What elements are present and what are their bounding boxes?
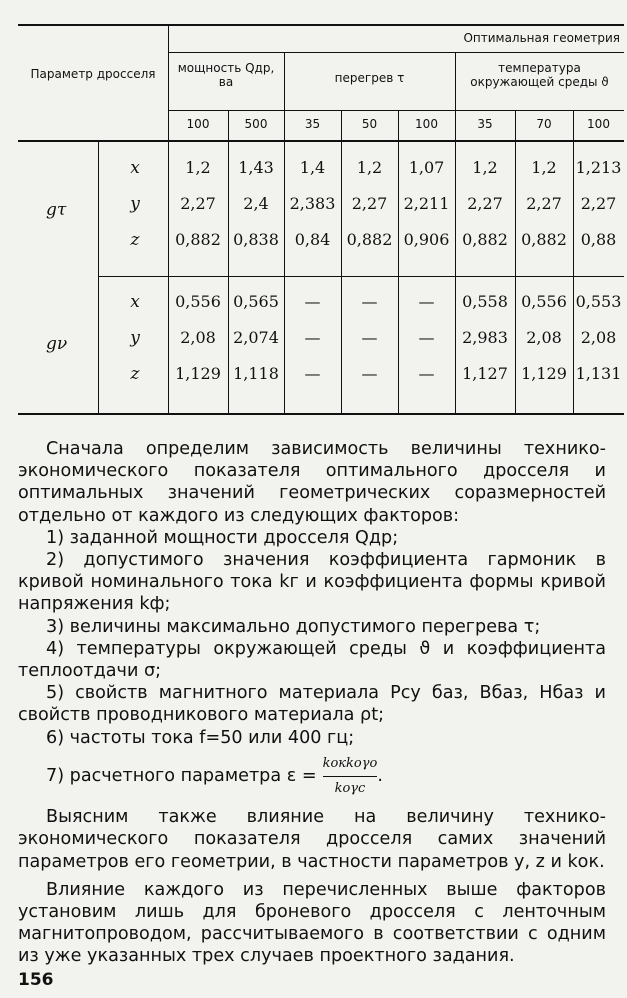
table-cell: 0,882 <box>521 230 567 249</box>
table-cell: 1,07 <box>408 158 445 177</box>
table-cell: 1,118 <box>233 364 279 383</box>
list-item: 1) заданной мощности дросселя Qдр; <box>46 527 399 548</box>
table-cell: 1,43 <box>238 158 274 177</box>
table-cell: 1,2 <box>356 158 383 177</box>
col-header: 500 <box>244 117 268 131</box>
table-cell: 0,565 <box>233 292 279 311</box>
header-rule-2 <box>168 110 624 111</box>
col-group-overheat: перегрев τ <box>334 71 405 85</box>
col-header: 35 <box>477 117 493 131</box>
table-cell: — <box>361 328 378 347</box>
table-cell: 1,2 <box>185 158 211 177</box>
col-group-power: мощность Qдр, ва <box>177 61 275 89</box>
formula-end: . <box>377 766 383 787</box>
col-group-temperature: температура окружающей среды ϑ <box>470 61 609 89</box>
col-header: 100 <box>415 117 438 131</box>
table-cell: — <box>304 328 321 347</box>
table-cell: 1,129 <box>175 364 221 383</box>
row-variable: y <box>130 328 140 348</box>
group-divider-rule <box>98 276 624 277</box>
data-table <box>18 24 624 416</box>
group-header: Оптимальная геометрия <box>463 31 620 45</box>
table-cell: 0,558 <box>462 292 508 311</box>
table-cell: 2,27 <box>580 194 617 213</box>
table-cell: — <box>361 292 378 311</box>
vrule-param <box>168 24 169 414</box>
table-cell: 0,882 <box>346 230 393 249</box>
table-cell: 2,983 <box>462 328 508 347</box>
table-cell: 0,882 <box>462 230 508 249</box>
table-cell: 1,2 <box>531 158 557 177</box>
table-cell: 0,838 <box>233 230 279 249</box>
table-cell: — <box>418 328 435 347</box>
table-cell: 0,556 <box>521 292 567 311</box>
group-label: gν <box>46 334 68 354</box>
col-header: 100 <box>186 117 210 131</box>
table-cell: — <box>304 292 321 311</box>
param-header: Параметр дросселя <box>30 67 156 81</box>
table-cell: — <box>304 364 321 383</box>
fraction-bar <box>323 776 378 777</box>
table-cell: 1,213 <box>575 158 622 177</box>
formula-numerator: kокkоγо <box>322 755 378 771</box>
intro-paragraph: Сначала определим зависимость величины технико-экономического показателя оптимального дросселя и оптимальных значений геометрических соразмерностей отдельно от каждого из следующих факторов: <box>18 439 606 526</box>
col-header: 100 <box>587 117 610 131</box>
header-bottom-rule <box>18 140 624 142</box>
table-cell: 0,553 <box>575 292 622 311</box>
col-header: 50 <box>361 117 378 131</box>
list-item-formula <box>18 753 606 800</box>
col-header: 70 <box>536 117 552 131</box>
table-cell: 2,27 <box>351 194 388 213</box>
list-item: 4) температуры окружающей среды ϑ и коэффициента теплоотдачи σ; <box>18 638 606 682</box>
table-cell: — <box>361 364 378 383</box>
table-cell: — <box>418 364 435 383</box>
table-cell: 0,882 <box>175 230 221 249</box>
table-cell: 1,127 <box>462 364 508 383</box>
row-variable: y <box>130 194 140 214</box>
table-cell: 0,84 <box>294 230 331 249</box>
body-text <box>18 438 606 968</box>
list-item: 2) допустимого значения коэффициента гармоник в кривой номинального тока kг и коэффициента формы кривой напряжения kф; <box>18 550 606 615</box>
formula-denominator: kоγс <box>334 781 366 797</box>
row-variable: x <box>130 158 140 178</box>
table-cell: 2,383 <box>289 194 336 213</box>
page-number: 156 <box>18 970 54 990</box>
table-cell: 2,27 <box>526 194 562 213</box>
table-cell: 2,211 <box>403 194 450 213</box>
table-cell: 2,074 <box>233 328 279 347</box>
row-variable: z <box>130 364 140 384</box>
table-cell: 0,88 <box>580 230 617 249</box>
table-cell: 1,2 <box>472 158 498 177</box>
table-cell: — <box>418 292 435 311</box>
header-rule-1 <box>168 52 624 53</box>
list-item: 6) частоты тока f=50 или 400 гц; <box>46 727 355 748</box>
col-header: 35 <box>304 117 321 131</box>
list-item: 5) свойств магнитного материала Pсу баз, Bбаз, Hбаз и свойств проводникового материала ρt; <box>18 683 606 726</box>
table-cell: 2,08 <box>180 328 216 347</box>
table-cell: 2,08 <box>526 328 562 347</box>
table-bottom-rule <box>18 413 624 415</box>
table-cell: 2,08 <box>580 328 617 347</box>
table-cell: 2,27 <box>467 194 503 213</box>
table-cell: 0,906 <box>403 230 450 249</box>
row-variable: x <box>130 292 140 312</box>
table-cell: 2,4 <box>243 194 269 213</box>
vrule-var <box>98 140 99 414</box>
table-top-rule <box>18 24 624 26</box>
group-label: gτ <box>46 200 67 220</box>
row-variable: z <box>130 230 140 250</box>
formula-prefix: 7) расчетного параметра ε = <box>46 766 317 787</box>
table-cell: 0,556 <box>175 292 221 311</box>
formula-fraction <box>323 753 378 800</box>
table-cell: 2,27 <box>180 194 216 213</box>
paragraph: Выясним также влияние на величину технико-экономического показателя дросселя самих значений параметров его геометрии, в частности параметров y, z и kок. <box>18 807 606 872</box>
table-cell: 1,129 <box>521 364 567 383</box>
list-item: 3) величины максимально допустимого перегрева τ; <box>46 616 541 637</box>
table-cell: 1,4 <box>299 158 326 177</box>
paragraph: Влияние каждого из перечисленных выше факторов установим лишь для броневого дросселя с ленточным магнитопроводом, рассчитываемого в соответствии с одним из уже указанных трех случаев проектного задания. <box>18 879 606 967</box>
table-cell: 1,131 <box>575 364 622 383</box>
